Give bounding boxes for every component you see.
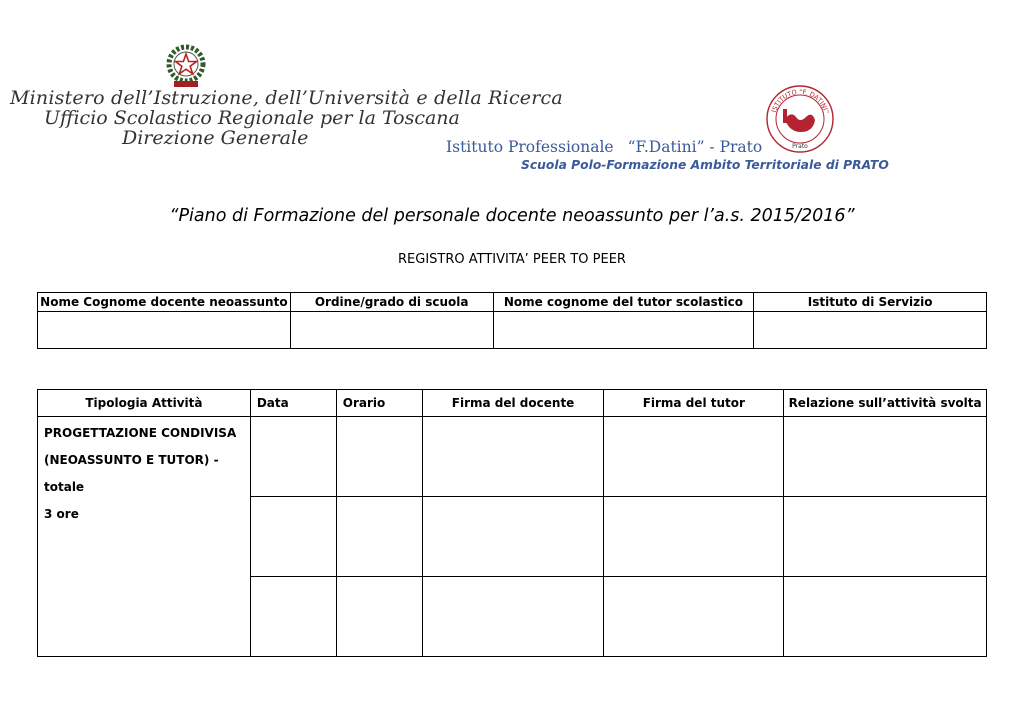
school-seal-logo: [763, 85, 837, 155]
ministry-line: Direzione Generale: [122, 127, 309, 149]
date-cell[interactable]: [250, 497, 336, 577]
activity-line: (NEOASSUNTO E TUTOR) - totale: [44, 453, 219, 494]
italian-republic-emblem: [160, 42, 212, 90]
school-subtitle: Scuola Polo-Formazione Ambito Territoriale di PRATO: [521, 158, 889, 172]
column-header: Ordine/grado di scuola: [290, 293, 493, 312]
report-cell[interactable]: [784, 577, 987, 657]
column-header: Data: [250, 390, 336, 417]
teacher-info-table: [37, 292, 987, 349]
column-header: Istituto di Servizio: [754, 293, 987, 312]
teacher-signature-cell[interactable]: [422, 497, 604, 577]
column-header: Nome cognome del tutor scolastico: [493, 293, 754, 312]
ministry-line: Ministero dell’Istruzione, dell’Università e della Ricerca: [10, 87, 563, 109]
column-header: Nome Cognome docente neoassunto: [38, 293, 291, 312]
ministry-header: [10, 87, 563, 149]
time-cell[interactable]: [336, 577, 422, 657]
tutor-signature-cell[interactable]: [604, 417, 784, 497]
school-name-label: Istituto Professionale: [446, 138, 614, 156]
table-header-row: [38, 293, 987, 312]
school-name-quoted: “F.Datini” - Prato: [627, 138, 763, 156]
table-cell-input[interactable]: [754, 312, 987, 349]
teacher-signature-cell[interactable]: [422, 417, 604, 497]
table-row: [38, 417, 987, 497]
table-header-row: [38, 390, 987, 417]
activity-line: 3 ore: [44, 507, 79, 521]
time-cell[interactable]: [336, 417, 422, 497]
column-header: Relazione sull’attività svolta: [784, 390, 987, 417]
table-cell-input[interactable]: [493, 312, 754, 349]
tutor-signature-cell[interactable]: [604, 497, 784, 577]
ministry-line: Ufficio Scolastico Regionale per la Toscana: [44, 107, 460, 129]
date-cell[interactable]: [250, 577, 336, 657]
seal-bottom-text: Prato: [792, 143, 808, 150]
report-cell[interactable]: [784, 497, 987, 577]
activity-type-cell: [38, 417, 251, 657]
table-row: [38, 312, 987, 349]
column-header: Orario: [336, 390, 422, 417]
date-cell[interactable]: [250, 417, 336, 497]
document-subtitle: REGISTRO ATTIVITA’ PEER TO PEER: [398, 252, 626, 267]
teacher-signature-cell[interactable]: [422, 577, 604, 657]
seal-top-text: ISTITUTO “F. DATINI”: [769, 87, 831, 115]
school-name: [446, 138, 762, 156]
activity-line: PROGETTAZIONE CONDIVISA: [44, 426, 237, 440]
tutor-signature-cell[interactable]: [604, 577, 784, 657]
column-header: Firma del docente: [422, 390, 604, 417]
report-cell[interactable]: [784, 417, 987, 497]
column-header: Firma del tutor: [604, 390, 784, 417]
time-cell[interactable]: [336, 497, 422, 577]
table-cell-input[interactable]: [290, 312, 493, 349]
column-header: Tipologia Attività: [38, 390, 251, 417]
table-cell-input[interactable]: [38, 312, 291, 349]
activity-register-table: [37, 389, 987, 657]
document-title: “Piano di Formazione del personale docente neoassunto per l’a.s. 2015/2016”: [169, 206, 855, 226]
